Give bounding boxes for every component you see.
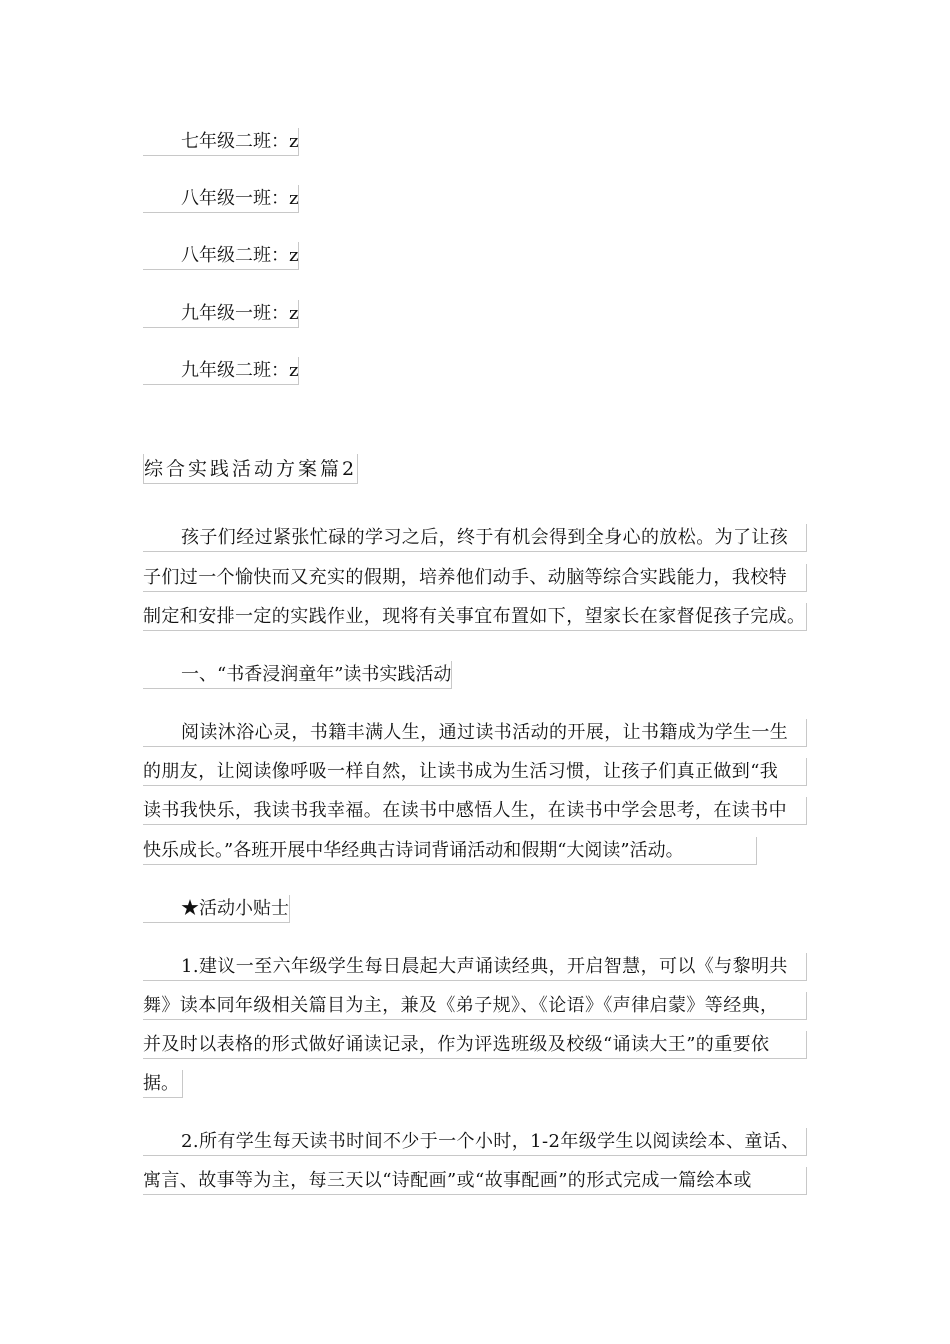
class-item: 九年级一班：z xyxy=(143,300,299,328)
part1-line: 读书我快乐，我读书我幸福。在读书中感悟人生，在读书中学会思考，在读书中 xyxy=(143,797,807,825)
tip2-line: 寓言、故事等为主，每三天以“诗配画”或“故事配画”的形式完成一篇绘本或 xyxy=(143,1167,807,1195)
tip1-line: 据。 xyxy=(143,1070,183,1098)
class-item: 八年级一班：z xyxy=(143,185,299,213)
tip1-line: 1.建议一至六年级学生每日晨起大声诵读经典，开启智慧，可以《与黎明共 xyxy=(143,953,807,981)
tip2-line: 2.所有学生每天读书时间不少于一个小时，1-2年级学生以阅读绘本、童话、 xyxy=(143,1128,807,1156)
intro-line: 孩子们经过紧张忙碌的学习之后，终于有机会得到全身心的放松。为了让孩 xyxy=(143,524,807,552)
intro-line: 制定和安排一定的实践作业，现将有关事宜布置如下，望家长在家督促孩子完成。 xyxy=(143,603,807,631)
tip1-line: 舞》读本同年级相关篇目为主，兼及《弟子规》、《论语》《声律启蒙》等经典， xyxy=(143,992,807,1020)
part1-line: 快乐成长。”各班开展中华经典古诗词背诵活动和假期“大阅读”活动。 xyxy=(143,837,757,865)
tips-heading: ★活动小贴士 xyxy=(143,895,290,923)
class-item: 九年级二班：z xyxy=(143,357,299,385)
section-title: 综合实践活动方案篇2 xyxy=(143,454,358,484)
part1-line: 的朋友，让阅读像呼吸一样自然，让读书成为生活习惯，让孩子们真正做到“我 xyxy=(143,758,807,786)
tip1-line: 并及时以表格的形式做好诵读记录，作为评选班级及校级“诵读大王”的重要依 xyxy=(143,1031,807,1059)
part1-line: 阅读沐浴心灵，书籍丰满人生，通过读书活动的开展，让书籍成为学生一生 xyxy=(143,719,807,747)
part1-heading: 一、“书香浸润童年”读书实践活动 xyxy=(143,661,452,689)
class-item: 七年级二班：z xyxy=(143,128,299,156)
class-item: 八年级二班：z xyxy=(143,242,299,270)
intro-line: 子们过一个愉快而又充实的假期，培养他们动手、动脑等综合实践能力，我校特 xyxy=(143,564,807,592)
